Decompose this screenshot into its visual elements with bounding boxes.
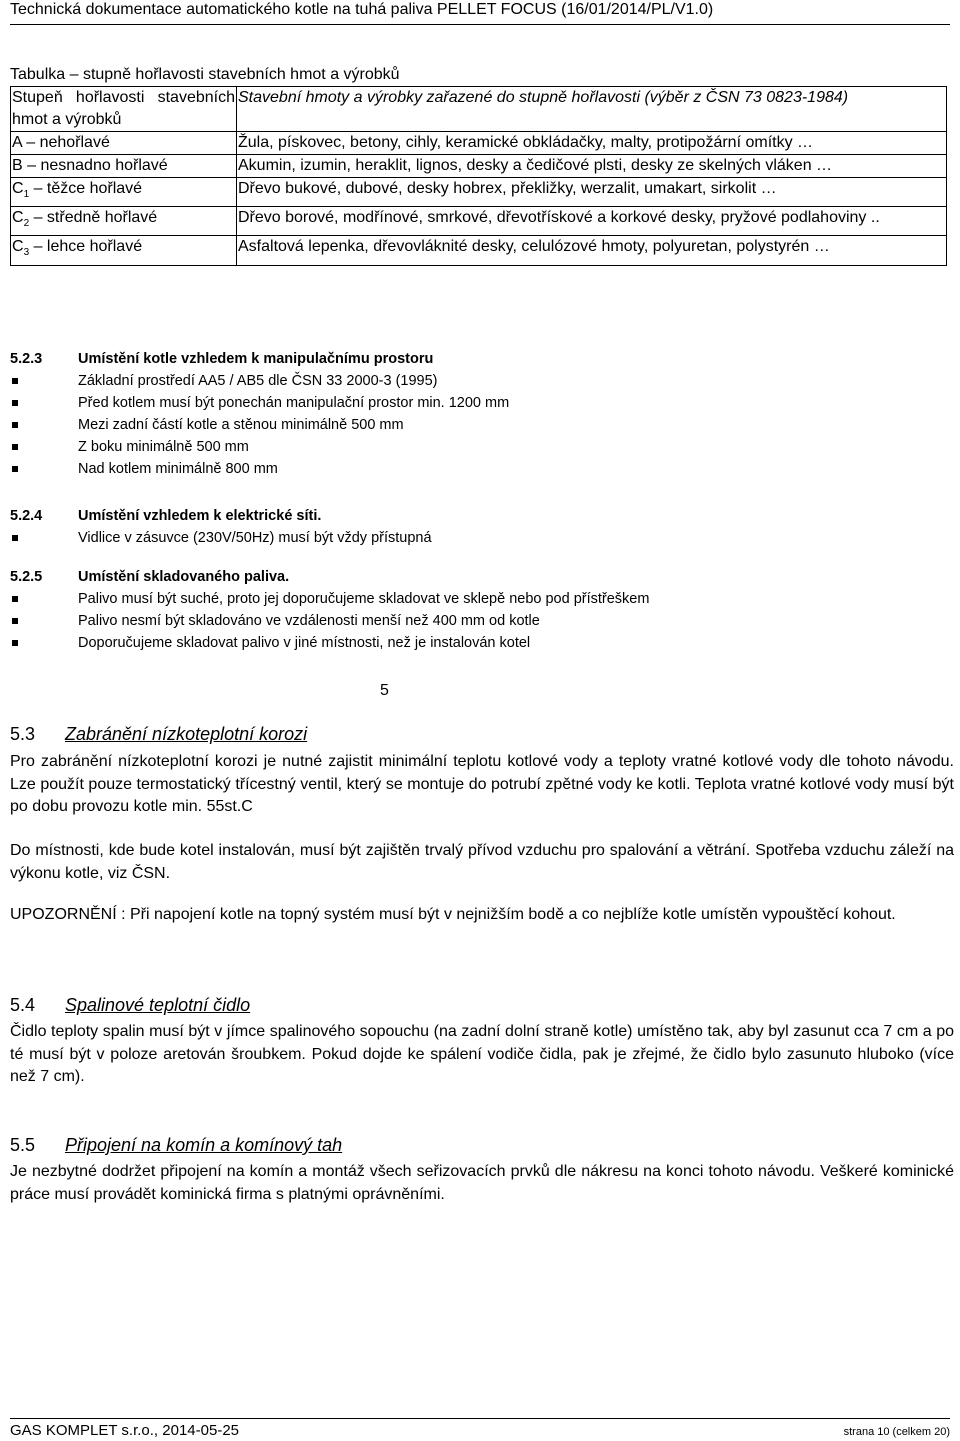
table-header-grade: Stupeň hořlavosti stavebních hmot a výrobků <box>11 87 237 132</box>
bullet-list <box>10 370 945 480</box>
grade-cell: A – nehořlavé <box>11 132 237 155</box>
square-bullet-icon <box>12 466 18 472</box>
page-number: 5 <box>380 682 389 699</box>
document-title: Technická dokumentace automatického kotle na tuhá paliva PELLET FOCUS (16/01/2014/PL/V1.0) <box>10 1 714 18</box>
section-5-2-4 <box>10 505 945 549</box>
table-header-row <box>11 87 947 132</box>
table-row <box>11 236 947 265</box>
page-footer <box>10 1418 950 1441</box>
square-bullet-icon <box>12 444 18 450</box>
square-bullet-icon <box>12 400 18 406</box>
materials-cell: Dřevo borové, modřínové, smrkové, dřevotřískové a korkové desky, pryžové podlahoviny .. <box>237 207 947 236</box>
bullet-list <box>10 527 945 549</box>
section-5-2-3 <box>10 348 945 480</box>
table-row <box>11 155 947 178</box>
paragraph: UPOZORNĚNÍ : Při napojení kotle na topný systém musí být v nejnižším bodě a co nejblíže kotle umístěn vypouštěcí kohout. <box>10 906 896 923</box>
list-item: Z boku minimálně 500 mm <box>10 436 945 458</box>
flammability-table <box>10 86 947 266</box>
grade-cell: $C_3$ – lehce hořlavé <box>11 236 237 265</box>
materials-cell: Asfaltová lepenka, dřevovláknité desky, celulózové hmoty, polyuretan, polystyrén … <box>237 236 947 265</box>
square-bullet-icon <box>12 596 18 602</box>
section-heading: 5.2.3 Umístění kotle vzhledem k manipulačnímu prostoru <box>10 351 434 367</box>
square-bullet-icon <box>12 422 18 428</box>
table-row <box>11 178 947 207</box>
square-bullet-icon <box>12 640 18 646</box>
square-bullet-icon <box>12 535 18 541</box>
footer-page-count: strana 10 (celkem 20) <box>843 1426 950 1438</box>
square-bullet-icon <box>12 378 18 384</box>
table-caption: Tabulka – stupně hořlavosti stavebních hmot a výrobků <box>10 66 400 83</box>
materials-cell: Akumin, izumin, heraklit, lignos, desky a čedičové plsti, desky ze skelných vláken … <box>237 155 947 178</box>
list-item: Mezi zadní částí kotle a stěnou minimálně 500 mm <box>10 414 945 436</box>
list-item: Palivo nesmí být skladováno ve vzdálenosti menší než 400 mm od kotle <box>10 610 945 632</box>
table-header-materials: Stavební hmoty a výrobky zařazené do stupně hořlavosti (výběr z ČSN 73 0823-1984) <box>237 87 947 132</box>
section-5-5-heading: 5.5 Připojení na komín a komínový tah <box>10 1135 343 1155</box>
bullet-list <box>10 588 945 654</box>
footer-company: GAS KOMPLET s.r.o., 2014-05-25 <box>10 1422 239 1439</box>
grade-cell: B – nesnadno hořlavé <box>11 155 237 178</box>
section-5-3-heading: 5.3 Zabránění nízkoteplotní korozi <box>10 724 308 744</box>
list-item: Palivo musí být suché, proto jej doporučujeme skladovat ve sklepě nebo pod přístřeškem <box>10 588 945 610</box>
materials-cell: Dřevo bukové, dubové, desky hobrex, překližky, werzalit, umakart, sirkolit … <box>237 178 947 207</box>
paragraph: Čidlo teploty spalin musí být v jímce spalinového sopouchu (na zadní dolní straně kotle) umístěno tak, aby byl zasunut cca 7 cm a po té musí být v poloze aretován šroubkem. Pokud dojde ke spálení vodiče čidla, pak je zřejmé, že čidlo bylo zasunuto hluboko (více než 7 cm). <box>10 1023 954 1085</box>
paragraph: Pro zabránění nízkoteplotní korozi je nutné zajistit minimální teplotu kotlové vody a teploty vratné kotlové vody dle tohoto návodu. Lze použít pouze termostatický třícestný ventil, který se montuje do potrubí zpětné vody ke kotli. Teplota vratné kotlové vody musí být po dobu provozu kotle min. 55st.C <box>10 753 954 815</box>
paragraph: Do místnosti, kde bude kotel instalován, musí být zajištěn trvalý přívod vzduchu pro spalování a větrání. Spotřeba vzduchu záleží na výkonu kotle, viz ČSN. <box>10 842 954 882</box>
list-item: Doporučujeme skladovat palivo v jiné místnosti, než je instalován kotel <box>10 632 945 654</box>
paragraph: Je nezbytné dodržet připojení na komín a montáž všech seřizovacích prvků dle nákresu na konci tohoto návodu. Veškeré kominické práce musí provádět kominická firma s platnými oprávněními. <box>10 1163 954 1203</box>
list-item: Nad kotlem minimálně 800 mm <box>10 458 945 480</box>
table-row <box>11 207 947 236</box>
section-heading: 5.2.5 Umístění skladovaného paliva. <box>10 569 290 585</box>
flammability-table-section <box>10 64 947 266</box>
list-item: Vidlice v zásuvce (230V/50Hz) musí být vždy přístupná <box>10 527 945 549</box>
table-row <box>11 132 947 155</box>
square-bullet-icon <box>12 618 18 624</box>
grade-cell: $C_1$ – těžce hořlavé <box>11 178 237 207</box>
page-header <box>10 0 950 25</box>
list-item: Základní prostředí AA5 / AB5 dle ČSN 33 2000-3 (1995) <box>10 370 945 392</box>
section-5-2-5 <box>10 566 945 654</box>
materials-cell: Žula, pískovec, betony, cihly, keramické obkládačky, malty, protipožární omítky … <box>237 132 947 155</box>
section-heading: 5.2.4 Umístění vzhledem k elektrické síti. <box>10 508 322 524</box>
grade-cell: $C_2$ – středně hořlavé <box>11 207 237 236</box>
list-item: Před kotlem musí být ponechán manipulační prostor min. 1200 mm <box>10 392 945 414</box>
section-5-4-heading: 5.4 Spalinové teplotní čidlo <box>10 995 251 1015</box>
